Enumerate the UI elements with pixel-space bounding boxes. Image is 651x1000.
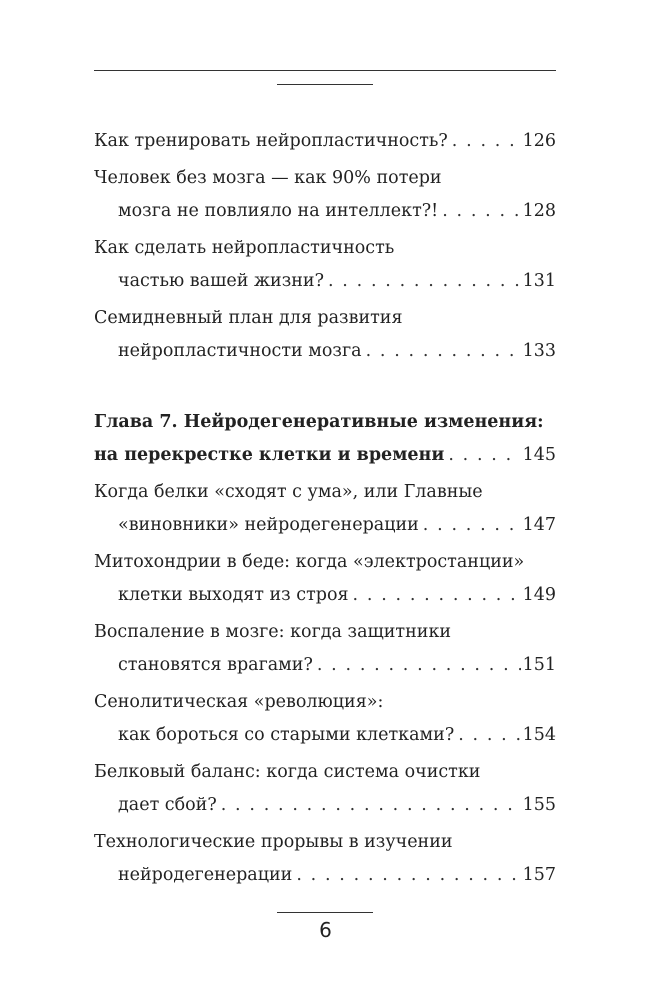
toc-entry-title-cont: дает сбой? xyxy=(118,795,217,815)
toc-entry[interactable] xyxy=(94,162,556,228)
footer-rule-short xyxy=(277,912,373,913)
toc-entry-title: Воспаление в мозге: когда защитники xyxy=(94,622,452,642)
toc-entry-title: Белковый баланс: когда система очистки xyxy=(94,762,481,782)
toc-entry[interactable] xyxy=(94,686,556,752)
toc-entry-title: Семидневный план для развития xyxy=(94,308,403,328)
toc-entry-title-cont: частью вашей жизни? xyxy=(118,271,324,291)
toc-page-number: 151 xyxy=(522,655,556,675)
chapter-title-cont: на перекрестке клетки и времени xyxy=(94,445,445,465)
toc-entry[interactable] xyxy=(94,232,556,298)
toc-entry[interactable] xyxy=(94,125,556,158)
toc-page-number: 126 xyxy=(522,131,556,151)
page-number: 6 xyxy=(319,918,332,942)
dot-leader xyxy=(296,859,520,892)
dot-leader xyxy=(328,265,521,298)
toc-page-number: 154 xyxy=(522,725,556,745)
toc-entry[interactable] xyxy=(94,476,556,542)
section-gap xyxy=(94,372,556,406)
header-rule xyxy=(94,70,556,71)
toc-entry[interactable] xyxy=(94,826,556,892)
dot-leader xyxy=(448,439,520,472)
chapter-title: Глава 7. Нейродегенеративные изменения: xyxy=(94,412,544,432)
toc-entry-title: Технологические прорывы в изучении xyxy=(94,832,453,852)
dot-leader xyxy=(442,195,520,228)
toc-entry-title: Человек без мозга — как 90% потери xyxy=(94,168,442,188)
header-rule-short xyxy=(277,84,373,85)
table-of-contents xyxy=(94,125,556,896)
toc-page-number: 157 xyxy=(522,865,556,885)
dot-leader xyxy=(366,335,521,368)
dot-leader xyxy=(458,719,520,752)
dot-leader xyxy=(353,579,521,612)
dot-leader xyxy=(452,125,521,158)
toc-entry-title-cont: «виновники» нейродегенерации xyxy=(118,515,419,535)
toc-entry[interactable] xyxy=(94,546,556,612)
dot-leader xyxy=(221,789,521,822)
toc-page-number: 149 xyxy=(522,585,556,605)
toc-entry[interactable] xyxy=(94,616,556,682)
toc-entry[interactable] xyxy=(94,756,556,822)
toc-page-number: 128 xyxy=(522,201,556,221)
dot-leader xyxy=(423,509,521,542)
toc-page-number: 145 xyxy=(522,445,556,465)
toc-entry-title-cont: нейропластичности мозга xyxy=(118,341,362,361)
dot-leader xyxy=(317,649,521,682)
toc-entry-title: Сенолитическая «революция»: xyxy=(94,692,384,712)
toc-page-number: 155 xyxy=(522,795,556,815)
toc-page-number: 133 xyxy=(522,341,556,361)
toc-entry-title: Как сделать нейропластичность xyxy=(94,238,395,258)
toc-entry-title: Как тренировать нейропластичность? xyxy=(94,131,448,151)
toc-entry[interactable] xyxy=(94,302,556,368)
toc-entry-title-cont: как бороться со старыми клетками? xyxy=(118,725,455,745)
toc-page-number: 131 xyxy=(522,271,556,291)
toc-entry-title: Митохондрии в беде: когда «электростанции» xyxy=(94,552,525,572)
toc-entry-title-cont: клетки выходят из строя xyxy=(118,585,349,605)
toc-entry-title-cont: мозга не повлияло на интеллект?! xyxy=(118,201,439,221)
toc-entry-title-cont: становятся врагами? xyxy=(118,655,313,675)
toc-page-number: 147 xyxy=(522,515,556,535)
toc-entry-title: Когда белки «сходят с ума», или Главные xyxy=(94,482,483,502)
toc-chapter-entry[interactable] xyxy=(94,406,556,472)
toc-entry-title-cont: нейродегенерации xyxy=(118,865,293,885)
